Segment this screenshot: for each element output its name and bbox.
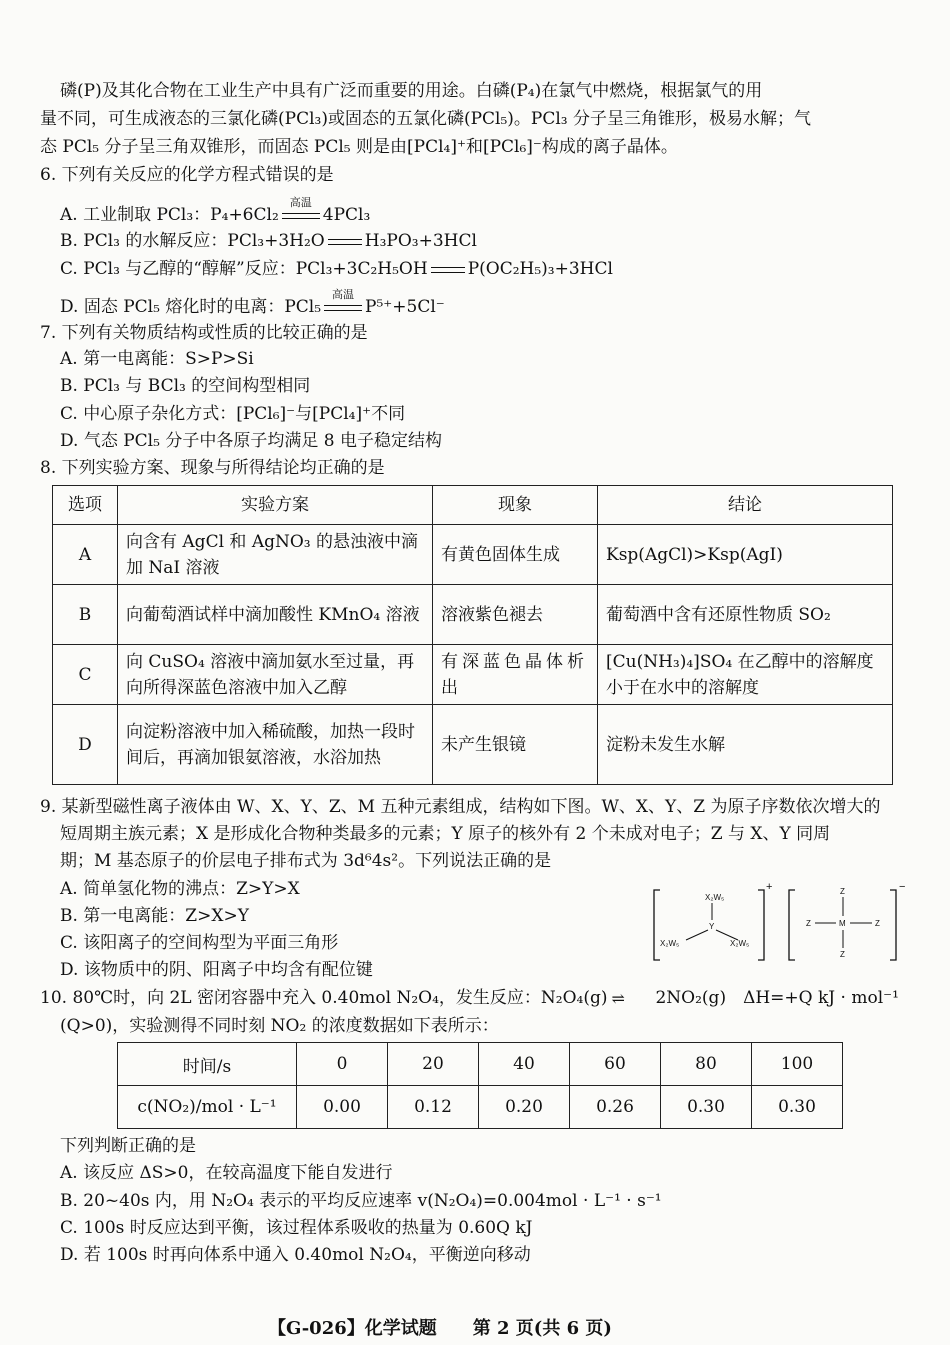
table-row [53, 705, 893, 785]
q10-option-c: C. 100s 时反应达到平衡，该过程体系吸收的热量为 0.60Q kJ [60, 1218, 533, 1238]
q7-option-d: D. 气态 PCl₅ 分子中各原子均满足 8 电子稳定结构 [60, 431, 442, 451]
conc-cell: 0.00 [297, 1086, 388, 1129]
page-footer: 【G-026】化学试题 第 2 页(共 6 页) [268, 1318, 612, 1339]
conc-cell: 0.30 [661, 1086, 752, 1129]
q6-option-d [60, 288, 445, 320]
time-cell: 80 [661, 1043, 752, 1086]
anion-center-atom: M [839, 919, 846, 928]
row-phenomenon: 未产生银镜 [433, 705, 598, 785]
condition-label: 高温 [332, 288, 355, 301]
conc-cell: 0.26 [570, 1086, 661, 1129]
q6-b-text: B. PCl₃ 的水解反应：PCl₃+3H₂O [60, 231, 325, 251]
q10-line-1 [40, 985, 899, 1012]
conc-cell: 0.12 [388, 1086, 479, 1129]
q6-a-text: A. 工业制取 PCl₃：P₄+6Cl₂ [60, 205, 279, 225]
row-conclusion: 淀粉未发生水解 [598, 705, 893, 785]
table-row [53, 585, 893, 645]
q10-line-2: (Q>0)，实验测得不同时刻 NO₂ 的浓度数据如下表所示： [60, 1016, 499, 1036]
row-option: D [53, 705, 118, 785]
row-conclusion: Ksp(AgCl)>Ksp(AgI) [598, 525, 893, 585]
q6-a-product: 4PCl₃ [322, 205, 371, 225]
row-option: A [53, 525, 118, 585]
row-conclusion: [Cu(NH₃)₄]SO₄ 在乙醇中的溶解度小于在水中的溶解度 [598, 645, 893, 705]
q9-option-b: B. 第一电离能：Z>X>Y [60, 906, 249, 926]
q9-option-a: A. 简单氢化物的沸点：Z>Y>X [60, 879, 300, 899]
table-row [53, 525, 893, 585]
equals-sign [431, 267, 465, 273]
q7-stem: 7. 下列有关物质结构或性质的比较正确的是 [40, 323, 368, 343]
q10-prompt: 下列判断正确的是 [60, 1136, 196, 1156]
q9-line-1: 9. 某新型磁性离子液体由 W、X、Y、Z、M 五种元素组成，结构如下图。W、X、Y、Z 为原子序数依次增大的 [40, 797, 881, 817]
table-row [118, 1043, 843, 1086]
q9-line-3: 期；M 基态原子的价层电子排布式为 3d⁶4s²。下列说法正确的是 [60, 851, 552, 871]
q6-option-c [60, 256, 613, 282]
cation-center-atom: Y [709, 922, 715, 931]
q9-option-c: C. 该阳离子的空间构型为平面三角形 [60, 933, 339, 953]
anion-z-right: Z [875, 919, 880, 928]
row-phenomenon: 有黄色固体生成 [433, 525, 598, 585]
row-option: B [53, 585, 118, 645]
row-plan: 向 CuSO₄ 溶液中滴加氨水至过量，再向所得深蓝色溶液中加入乙醇 [118, 645, 433, 705]
row-plan: 向淀粉溶液中加入稀硫酸，加热一段时间后，再滴加银氨溶液，水浴加热 [118, 705, 433, 785]
header-option: 选项 [53, 486, 118, 525]
q10-table [117, 1042, 843, 1129]
cation-right-group: X₂W₅ [730, 939, 750, 948]
condition-label: 高温 [289, 196, 312, 209]
table-header-row [53, 486, 893, 525]
cation-top-group: X₂W₅ [705, 893, 725, 902]
anion-z-top: Z [840, 887, 845, 896]
intro-line-3: 态 PCl₅ 分子呈三角双锥形，而固态 PCl₅ 则是由[PCl₄]⁺和[PCl₆]⁻构成的离子晶体。 [40, 137, 678, 157]
cation-charge: + [766, 882, 773, 893]
q7-option-c: C. 中心原子杂化方式：[PCl₆]⁻与[PCl₄]⁺不同 [60, 404, 406, 424]
q6-stem: 6. 下列有关反应的化学方程式错误的是 [40, 165, 334, 185]
q10-option-b: B. 20~40s 内，用 N₂O₄ 表示的平均反应速率 v(N₂O₄)=0.004mol · L⁻¹ · s⁻¹ [60, 1191, 662, 1211]
row-phenomenon: 溶液紫色褪去 [433, 585, 598, 645]
table-row [118, 1086, 843, 1129]
q6-d-text: D. 固态 PCl₅ 熔化时的电离：PCl₅ [60, 297, 322, 317]
q9-option-d: D. 该物质中的阴、阳离子中均含有配位键 [60, 960, 373, 980]
time-cell: 40 [479, 1043, 570, 1086]
time-cell: 0 [297, 1043, 388, 1086]
q6-c-text: C. PCl₃ 与乙醇的“醇解”反应：PCl₃+3C₂H₅OH [60, 259, 428, 279]
q6-option-a [60, 196, 371, 228]
anion-charge: − [899, 882, 906, 893]
table-row [53, 645, 893, 705]
row-plan: 向葡萄酒试样中滴加酸性 KMnO₄ 溶液 [118, 585, 433, 645]
q6-d-product: P⁵⁺+5Cl⁻ [365, 297, 445, 317]
anion-z-bottom: Z [840, 950, 845, 959]
q6-b-product: H₃PO₃+3HCl [364, 231, 477, 251]
intro-line-1: 磷(P)及其化合物在工业生产中具有广泛而重要的用途。白磷(P₄)在氯气中燃烧，根据氯气的用 [60, 81, 763, 101]
ionic-liquid-structure [650, 882, 910, 964]
conc-header: c(NO₂)/mol · L⁻¹ [118, 1086, 297, 1129]
time-cell: 100 [752, 1043, 843, 1086]
row-plan: 向含有 AgCl 和 AgNO₃ 的悬浊液中滴加 NaI 溶液 [118, 525, 433, 585]
time-header: 时间/s [118, 1043, 297, 1086]
time-cell: 60 [570, 1043, 661, 1086]
q7-option-b: B. PCl₃ 与 BCl₃ 的空间构型相同 [60, 376, 311, 396]
q10-option-d: D. 若 100s 时再向体系中通入 0.40mol N₂O₄，平衡逆向移动 [60, 1245, 531, 1265]
anion-z-left: Z [806, 919, 811, 928]
row-option: C [53, 645, 118, 705]
row-phenomenon: 有深蓝色晶体析出 [433, 645, 598, 705]
conc-cell: 0.20 [479, 1086, 570, 1129]
reaction-arrow [324, 288, 362, 320]
intro-line-2: 量不同，可生成液态的三氯化磷(PCl₃)或固态的五氯化磷(PCl₅)。PCl₃ 分子呈三角锥形，极易水解；气 [40, 109, 812, 129]
q6-option-b [60, 228, 477, 254]
q7-option-a: A. 第一电离能：S>P>Si [60, 349, 254, 369]
header-conclusion: 结论 [598, 486, 893, 525]
row-conclusion: 葡萄酒中含有还原性物质 SO₂ [598, 585, 893, 645]
q10-line-1-a: 10. 80℃时，向 2L 密闭容器中充入 0.40mol N₂O₄，发生反应：N₂O₄(g) [40, 988, 608, 1008]
reaction-arrow [282, 196, 320, 228]
header-phenomenon: 现象 [433, 486, 598, 525]
q8-table [52, 485, 893, 785]
q6-c-product: P(OC₂H₅)₃+3HCl [467, 259, 613, 279]
q10-option-a: A. 该反应 ΔS>0，在较高温度下能自发进行 [60, 1163, 393, 1183]
header-plan: 实验方案 [118, 486, 433, 525]
cation-left-group: X₂W₅ [660, 939, 680, 948]
q8-stem: 8. 下列实验方案、现象与所得结论均正确的是 [40, 458, 385, 478]
conc-cell: 0.30 [752, 1086, 843, 1129]
q10-line-1-b: 2NO₂(g) ΔH=+Q kJ · mol⁻¹ [655, 988, 899, 1008]
equals-sign [328, 239, 362, 245]
time-cell: 20 [388, 1043, 479, 1086]
reversible-arrow-icon: ⇌ [611, 988, 623, 1008]
q9-line-2: 短周期主族元素；X 是形成化合物种类最多的元素；Y 原子的核外有 2 个未成对电子；Z 与 X、Y 同周 [60, 824, 831, 844]
